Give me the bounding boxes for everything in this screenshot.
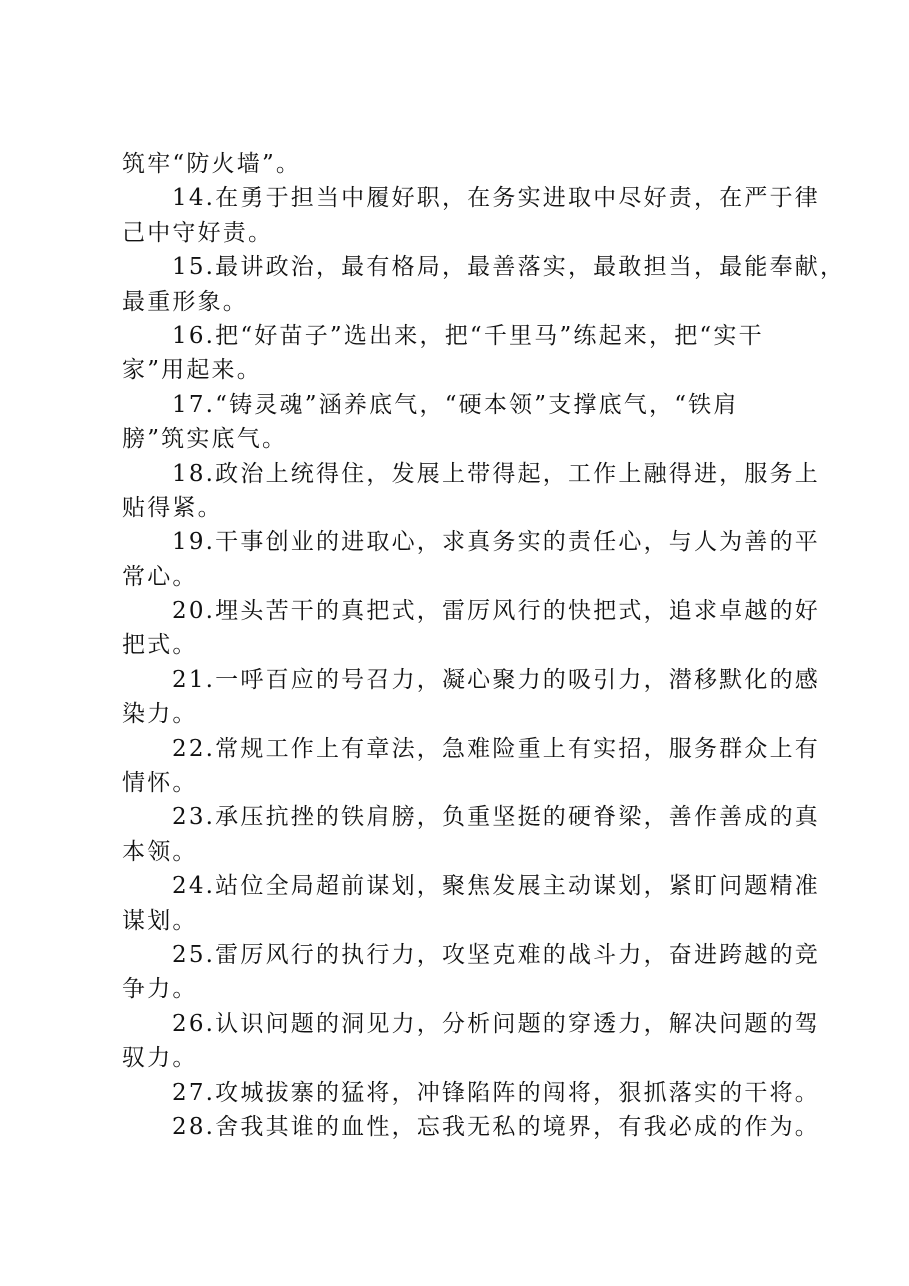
text-line: 27.攻城拔寨的猛将，冲锋陷阵的闯将，狠抓落实的干将。	[172, 1079, 820, 1106]
text-line: 25.雷厉风行的执行力，攻坚克难的战斗力，奋进跨越的竞	[172, 941, 820, 968]
text-line: 18.政治上统得住，发展上带得起，工作上融得进，服务上	[172, 460, 820, 487]
text-line: 最重形象。	[122, 288, 248, 315]
text-line: 16.把“好苗子”选出来，把“千里马”练起来，把“实干	[172, 322, 764, 349]
text-line: 17.“铸灵魂”涵养底气，“硬本领”支撑底气，“铁肩	[172, 391, 739, 418]
text-line: 争力。	[122, 976, 198, 1003]
text-line: 膀”筑实底气。	[122, 426, 288, 453]
text-line: 15.最讲政治，最有格局，最善落实，最敢担当，最能奉献，	[172, 254, 846, 281]
text-line: 己中守好责。	[122, 219, 274, 246]
text-line: 26.认识问题的洞见力，分析问题的穿透力，解决问题的驾	[172, 1010, 820, 1037]
text-line: 19.干事创业的进取心，求真务实的责任心，与人为善的平	[172, 529, 820, 556]
text-line: 21.一呼百应的号召力，凝心聚力的吸引力，潜移默化的感	[172, 666, 820, 693]
text-line: 家”用起来。	[122, 357, 262, 384]
text-line: 本领。	[122, 838, 198, 865]
document-body	[122, 147, 846, 1144]
text-line: 驭力。	[122, 1045, 198, 1072]
text-line: 谋划。	[122, 907, 198, 934]
text-line: 情怀。	[122, 770, 198, 797]
text-line: 筑牢“防火墙”。	[122, 151, 302, 177]
text-line: 22.常规工作上有章法，急难险重上有实招，服务群众上有	[172, 735, 820, 762]
text-line: 把式。	[122, 632, 198, 659]
text-line: 染力。	[122, 701, 198, 728]
text-line: 23.承压抗挫的铁肩膀，负重坚挺的硬脊梁，善作善成的真	[172, 804, 820, 831]
text-line: 常心。	[122, 563, 198, 590]
text-line: 14.在勇于担当中履好职，在务实进取中尽好责，在严于律	[172, 185, 820, 212]
text-line: 贴得紧。	[122, 494, 223, 521]
text-line: 20.埋头苦干的真把式，雷厉风行的快把式，追求卓越的好	[172, 598, 820, 625]
text-line: 28.舍我其谁的血性，忘我无私的境界，有我必成的作为。	[172, 1113, 820, 1140]
text-line: 24.站位全局超前谋划，聚焦发展主动谋划，紧盯问题精准	[172, 873, 820, 900]
